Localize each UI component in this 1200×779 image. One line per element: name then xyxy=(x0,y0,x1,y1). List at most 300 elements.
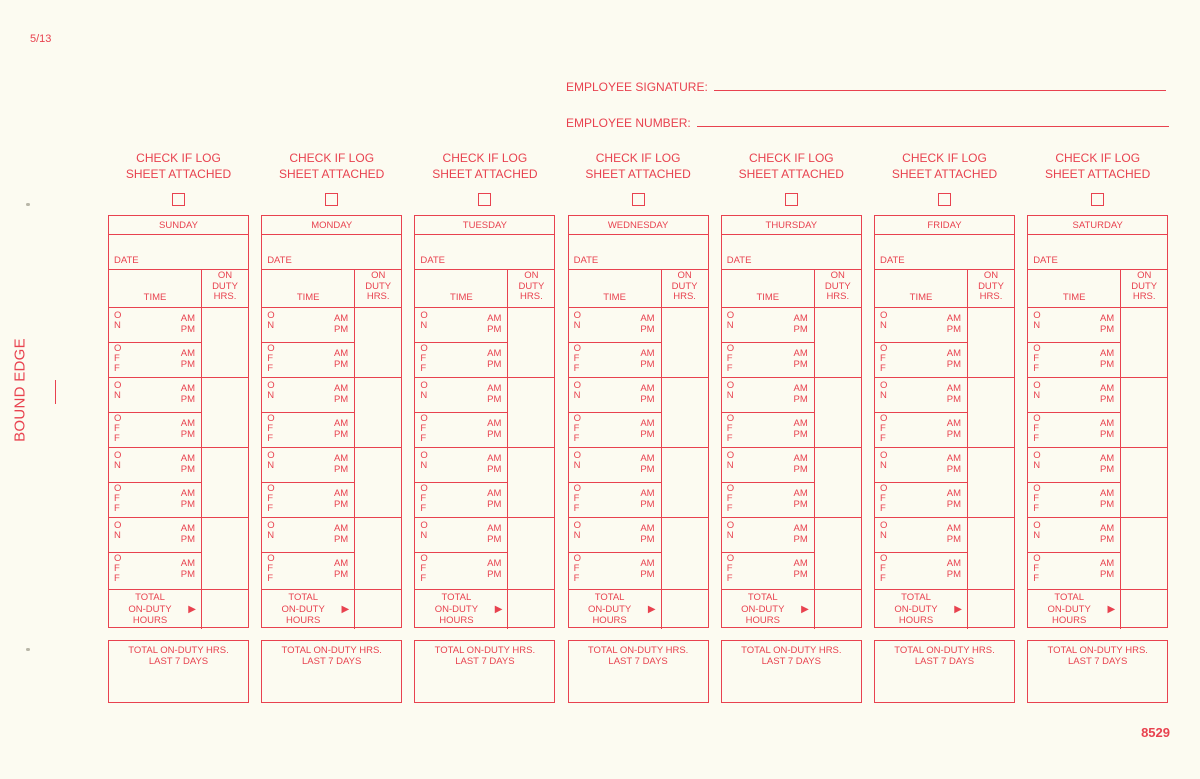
off-time-field[interactable] xyxy=(415,413,507,448)
am-label: AM xyxy=(793,383,808,394)
on-letters xyxy=(574,381,581,401)
am-label: AM xyxy=(180,418,195,429)
am-pm xyxy=(487,383,501,405)
off-time-field[interactable] xyxy=(262,553,354,588)
am-pm xyxy=(794,453,808,475)
last-7-days-total-field[interactable] xyxy=(108,640,249,703)
check-log-label xyxy=(568,150,709,184)
on-duty-word-1: ON xyxy=(217,270,233,281)
am-pm xyxy=(1100,488,1114,510)
on-time-field[interactable] xyxy=(569,378,661,413)
day-name: TUESDAY xyxy=(415,216,554,235)
on-time-field[interactable] xyxy=(875,378,967,413)
on-letters xyxy=(574,311,581,331)
total-row xyxy=(1028,590,1167,629)
on-time-field[interactable] xyxy=(1028,448,1120,483)
off-time-field[interactable] xyxy=(722,483,814,518)
time-header xyxy=(109,270,202,307)
am-label: AM xyxy=(793,488,808,499)
letter: F xyxy=(114,353,120,364)
letter: N xyxy=(573,390,581,401)
total-word-2: ON-DUTY xyxy=(434,603,479,615)
pm-label: PM xyxy=(640,499,655,510)
date-field[interactable] xyxy=(262,235,401,270)
am-pm xyxy=(947,418,961,440)
log-attached-checkbox[interactable] xyxy=(632,193,645,206)
am-pm xyxy=(947,453,961,475)
log-attached-checkbox[interactable] xyxy=(785,193,798,206)
off-time-field[interactable] xyxy=(875,343,967,378)
on-duty-hours-field[interactable] xyxy=(968,378,1014,448)
off-time-field[interactable] xyxy=(569,413,661,448)
am-pm xyxy=(487,418,501,440)
total-on-duty-field[interactable] xyxy=(1121,590,1167,629)
letter: O xyxy=(573,450,581,461)
last-7-days-total-field[interactable] xyxy=(568,640,709,703)
am-pm xyxy=(487,453,501,475)
on-off-block xyxy=(569,378,661,448)
day-grid xyxy=(874,215,1015,628)
on-time-field[interactable] xyxy=(569,518,661,553)
on-time-field[interactable] xyxy=(1028,518,1120,553)
letter: O xyxy=(880,553,888,564)
on-time-field[interactable] xyxy=(415,448,507,483)
off-time-field[interactable] xyxy=(415,553,507,588)
letter: O xyxy=(1033,413,1041,424)
off-time-field[interactable] xyxy=(569,483,661,518)
off-letters xyxy=(114,344,121,374)
off-letters xyxy=(880,484,887,514)
off-letters xyxy=(1033,344,1040,374)
am-pm xyxy=(181,348,195,370)
on-duty-word-3: HRS. xyxy=(213,291,237,302)
letter: O xyxy=(267,483,275,494)
off-time-field[interactable] xyxy=(1028,553,1120,588)
pm-label: PM xyxy=(180,394,195,405)
on-off-block xyxy=(415,378,507,448)
on-duty-hours-field[interactable] xyxy=(508,308,554,378)
letter: O xyxy=(1033,343,1041,354)
letter: O xyxy=(573,413,581,424)
on-off-block xyxy=(875,308,967,378)
am-label: AM xyxy=(640,313,655,324)
am-pm xyxy=(794,418,808,440)
on-letters xyxy=(1033,451,1040,471)
am-pm xyxy=(181,418,195,440)
on-duty-hours-field[interactable] xyxy=(202,518,248,588)
check-log-line1: CHECK IF LOG xyxy=(442,151,528,165)
letter: O xyxy=(420,380,428,391)
on-off-block xyxy=(262,378,354,448)
on-off-block xyxy=(722,378,814,448)
letter: F xyxy=(1033,503,1039,514)
letter: F xyxy=(726,363,733,374)
total-on-duty-field[interactable] xyxy=(815,590,861,629)
off-time-field[interactable] xyxy=(262,413,354,448)
am-pm xyxy=(181,523,195,545)
letter: N xyxy=(267,460,275,471)
am-pm xyxy=(334,418,348,440)
on-duty-word-2: DUTY xyxy=(824,280,851,292)
on-duty-hours-field[interactable] xyxy=(1121,378,1167,448)
log-attached-checkbox[interactable] xyxy=(1091,193,1104,206)
off-time-field[interactable] xyxy=(875,483,967,518)
time-entries xyxy=(1028,308,1167,590)
last-7-days-total-field[interactable] xyxy=(261,640,402,703)
time-column xyxy=(569,308,662,589)
letter: F xyxy=(267,563,273,574)
letter: F xyxy=(114,423,120,434)
am-pm xyxy=(794,313,808,335)
am-pm xyxy=(640,348,654,370)
letter: O xyxy=(420,520,428,531)
pm-label: PM xyxy=(1099,569,1115,580)
pm-label: PM xyxy=(1099,359,1115,370)
last-7-days-total-field[interactable] xyxy=(874,640,1015,703)
off-time-field[interactable] xyxy=(1028,483,1120,518)
check-log-line1: CHECK IF LOG xyxy=(902,151,987,165)
letter: F xyxy=(1033,363,1039,374)
total-on-duty-field[interactable] xyxy=(355,590,401,629)
employee-number-line[interactable] xyxy=(697,125,1169,127)
on-time-field[interactable] xyxy=(262,518,354,553)
off-time-field[interactable] xyxy=(109,553,201,588)
letter: F xyxy=(420,563,427,574)
on-duty-hours-field[interactable] xyxy=(202,378,248,448)
letter: N xyxy=(880,320,887,331)
date-label: DATE xyxy=(267,255,292,266)
on-time-field[interactable] xyxy=(569,308,661,343)
letter: O xyxy=(114,483,122,494)
total-on-duty-field[interactable] xyxy=(662,590,708,629)
on-time-field[interactable] xyxy=(875,518,967,553)
letter: O xyxy=(114,310,122,321)
on-duty-hours-field[interactable] xyxy=(1121,448,1167,518)
letter: O xyxy=(573,343,581,354)
on-time-field[interactable] xyxy=(109,378,201,413)
on-duty-hours-field[interactable] xyxy=(202,448,248,518)
on-time-field[interactable] xyxy=(262,308,354,343)
am-pm xyxy=(947,523,961,545)
on-duty-hours-field[interactable] xyxy=(968,448,1014,518)
letter: F xyxy=(114,573,120,584)
off-time-field[interactable] xyxy=(262,483,354,518)
off-letters xyxy=(267,344,274,374)
letter: N xyxy=(114,320,121,331)
on-time-field[interactable] xyxy=(875,308,967,343)
off-time-field[interactable] xyxy=(875,553,967,588)
date-field[interactable] xyxy=(875,235,1014,270)
on-duty-hours-field[interactable] xyxy=(1121,308,1167,378)
binding-hole xyxy=(26,648,30,651)
time-entries xyxy=(262,308,401,590)
total-on-duty-field[interactable] xyxy=(508,590,554,629)
on-time-field[interactable] xyxy=(109,308,201,343)
day-column-4 xyxy=(721,150,862,667)
pm-label: PM xyxy=(1099,464,1115,475)
log-attached-checkbox[interactable] xyxy=(938,193,951,206)
on-duty-word-1: ON xyxy=(371,270,386,281)
on-off-block xyxy=(109,448,201,518)
off-time-field[interactable] xyxy=(875,413,967,448)
on-time-field[interactable] xyxy=(569,448,661,483)
check-log-label xyxy=(1027,150,1168,184)
off-time-field[interactable] xyxy=(109,343,201,378)
on-duty-hours-field[interactable] xyxy=(1121,518,1167,588)
on-time-field[interactable] xyxy=(415,518,507,553)
letter: F xyxy=(1033,493,1039,504)
on-duty-word-3: HRS. xyxy=(826,291,850,302)
on-letters xyxy=(420,381,427,401)
time-header-label: TIME xyxy=(143,292,167,303)
on-duty-hours-field[interactable] xyxy=(508,378,554,448)
am-pm xyxy=(640,488,654,510)
on-letters xyxy=(880,381,887,401)
am-label: AM xyxy=(180,523,195,534)
letter: F xyxy=(1033,353,1039,364)
on-time-field[interactable] xyxy=(262,378,354,413)
letter: O xyxy=(880,483,888,494)
on-time-field[interactable] xyxy=(262,448,354,483)
on-off-block xyxy=(262,308,354,378)
on-time-field[interactable] xyxy=(722,518,814,553)
am-label: AM xyxy=(640,523,655,534)
last-7-days-total-field[interactable] xyxy=(414,640,555,703)
letter: N xyxy=(726,390,734,401)
on-time-field[interactable] xyxy=(1028,308,1120,343)
pm-label: PM xyxy=(487,394,502,405)
letter: F xyxy=(726,503,733,514)
letter: F xyxy=(1033,573,1039,584)
pm-label: PM xyxy=(946,429,961,440)
on-duty-hours-field[interactable] xyxy=(968,308,1014,378)
on-duty-hours-field[interactable] xyxy=(508,518,554,588)
am-label: AM xyxy=(793,558,808,569)
am-label: AM xyxy=(333,383,349,394)
letter: O xyxy=(420,553,428,564)
letter: O xyxy=(573,483,581,494)
total-on-duty-field[interactable] xyxy=(968,590,1014,629)
off-time-field[interactable] xyxy=(415,483,507,518)
off-time-field[interactable] xyxy=(722,343,814,378)
pm-label: PM xyxy=(640,359,655,370)
on-duty-hours-field[interactable] xyxy=(815,518,861,588)
date-field[interactable] xyxy=(415,235,554,270)
off-time-field[interactable] xyxy=(1028,343,1120,378)
on-duty-hours-field[interactable] xyxy=(662,308,708,378)
am-pm xyxy=(794,523,808,545)
on-letters xyxy=(267,311,274,331)
day-name: WEDNESDAY xyxy=(569,216,708,235)
employee-signature-line[interactable] xyxy=(714,89,1166,91)
header-row xyxy=(262,270,401,308)
last-7-days-total-field[interactable] xyxy=(1027,640,1168,703)
on-time-field[interactable] xyxy=(109,518,201,553)
letter: F xyxy=(267,503,273,514)
on-duty-hours-field[interactable] xyxy=(815,448,861,518)
on-duty-hours-field[interactable] xyxy=(968,518,1014,588)
date-field[interactable] xyxy=(722,235,861,270)
on-duty-hours-field[interactable] xyxy=(355,378,401,448)
on-duty-hours-field[interactable] xyxy=(662,518,708,588)
on-off-block xyxy=(569,448,661,518)
pm-label: PM xyxy=(487,534,502,545)
am-label: AM xyxy=(487,488,502,499)
date-field[interactable] xyxy=(569,235,708,270)
off-time-field[interactable] xyxy=(569,553,661,588)
date-field[interactable] xyxy=(1028,235,1167,270)
check-log-line1: CHECK IF LOG xyxy=(595,151,681,165)
letter: F xyxy=(573,433,580,444)
off-time-field[interactable] xyxy=(109,483,201,518)
pm-label: PM xyxy=(946,464,961,475)
letter: F xyxy=(267,353,273,364)
bound-edge-label: BOUND EDGE xyxy=(11,338,29,442)
off-time-field[interactable] xyxy=(415,343,507,378)
on-off-block xyxy=(875,448,967,518)
on-time-field[interactable] xyxy=(415,308,507,343)
pm-label: PM xyxy=(640,464,655,475)
letter: F xyxy=(420,363,427,374)
time-header-label: TIME xyxy=(450,292,473,303)
on-duty-hours-field[interactable] xyxy=(662,378,708,448)
on-duty-word-1: ON xyxy=(830,270,845,281)
letter: F xyxy=(1033,563,1039,574)
letter: O xyxy=(267,343,275,354)
on-off-block xyxy=(722,448,814,518)
letter: O xyxy=(726,553,735,564)
off-time-field[interactable] xyxy=(1028,413,1120,448)
pm-label: PM xyxy=(333,499,349,510)
off-time-field[interactable] xyxy=(722,413,814,448)
form-revision-code: 5/13 xyxy=(30,33,52,45)
am-label: AM xyxy=(1099,453,1115,464)
check-log-line2: SHEET ATTACHED xyxy=(279,167,385,181)
on-time-field[interactable] xyxy=(109,448,201,483)
letter: O xyxy=(114,450,122,461)
pm-label: PM xyxy=(180,499,195,510)
am-pm xyxy=(181,558,195,580)
am-label: AM xyxy=(487,383,502,394)
letter: F xyxy=(726,493,733,504)
on-off-block xyxy=(722,518,814,588)
time-entries xyxy=(875,308,1014,590)
on-letters xyxy=(114,521,121,541)
on-duty-column xyxy=(202,308,248,589)
am-pm xyxy=(334,313,348,335)
pm-label: PM xyxy=(333,534,349,545)
employee-signature-label: EMPLOYEE SIGNATURE: xyxy=(566,80,708,94)
on-letters xyxy=(727,521,734,541)
on-duty-column xyxy=(815,308,861,589)
off-letters xyxy=(420,554,427,584)
letter: N xyxy=(420,530,428,541)
am-label: AM xyxy=(793,313,808,324)
on-duty-hours-field[interactable] xyxy=(508,448,554,518)
on-duty-word-2: DUTY xyxy=(365,280,392,292)
total-on-duty-field[interactable] xyxy=(202,590,248,629)
log-attached-checkbox[interactable] xyxy=(478,193,491,206)
off-letters xyxy=(727,554,734,584)
off-time-field[interactable] xyxy=(262,343,354,378)
date-field[interactable] xyxy=(109,235,248,270)
am-label: AM xyxy=(333,313,349,324)
pm-label: PM xyxy=(640,324,655,335)
on-duty-hours-field[interactable] xyxy=(355,448,401,518)
on-duty-hours-field[interactable] xyxy=(815,308,861,378)
letter: O xyxy=(726,450,735,461)
on-duty-hours-field[interactable] xyxy=(355,518,401,588)
on-duty-hours-field[interactable] xyxy=(662,448,708,518)
off-time-field[interactable] xyxy=(722,553,814,588)
pm-label: PM xyxy=(640,569,655,580)
on-time-field[interactable] xyxy=(1028,378,1120,413)
am-pm xyxy=(334,348,348,370)
on-duty-hours-field[interactable] xyxy=(202,308,248,378)
on-duty-word-2: DUTY xyxy=(212,280,238,292)
on-time-field[interactable] xyxy=(415,378,507,413)
am-label: AM xyxy=(946,558,961,569)
pm-label: PM xyxy=(487,499,502,510)
check-log-line2: SHEET ATTACHED xyxy=(1045,167,1151,181)
on-time-field[interactable] xyxy=(875,448,967,483)
pm-label: PM xyxy=(487,324,502,335)
am-label: AM xyxy=(180,453,195,464)
letter: N xyxy=(420,390,428,401)
pm-label: PM xyxy=(793,324,808,335)
off-time-field[interactable] xyxy=(109,413,201,448)
on-letters xyxy=(267,451,274,471)
letter: O xyxy=(267,380,275,391)
off-time-field[interactable] xyxy=(569,343,661,378)
time-column xyxy=(109,308,202,589)
on-duty-column xyxy=(968,308,1014,589)
check-log-line2: SHEET ATTACHED xyxy=(432,167,538,181)
on-duty-hours-field[interactable] xyxy=(355,308,401,378)
am-label: AM xyxy=(487,313,502,324)
log-attached-checkbox[interactable] xyxy=(172,193,185,206)
am-pm xyxy=(640,313,654,335)
on-time-field[interactable] xyxy=(722,308,814,343)
log-attached-checkbox[interactable] xyxy=(325,193,338,206)
letter: N xyxy=(573,320,581,331)
time-column xyxy=(415,308,508,589)
pm-label: PM xyxy=(793,429,808,440)
letter: F xyxy=(880,423,886,434)
on-duty-word-2: DUTY xyxy=(1131,280,1158,292)
pm-label: PM xyxy=(180,359,195,370)
week-total-line1: TOTAL ON-DUTY HRS. xyxy=(1047,645,1148,656)
total-word-3: HOURS xyxy=(592,615,627,626)
am-pm xyxy=(1100,523,1114,545)
letter: O xyxy=(267,450,275,461)
on-off-block xyxy=(875,378,967,448)
on-time-field[interactable] xyxy=(722,378,814,413)
check-log-line1: CHECK IF LOG xyxy=(1055,151,1141,165)
time-header-label: TIME xyxy=(909,292,933,303)
last-7-days-total-field[interactable] xyxy=(721,640,862,703)
on-duty-hours-field[interactable] xyxy=(815,378,861,448)
on-time-field[interactable] xyxy=(722,448,814,483)
header-row xyxy=(875,270,1014,308)
letter: N xyxy=(114,390,121,401)
time-header-label: TIME xyxy=(296,292,320,303)
am-label: AM xyxy=(946,488,961,499)
off-letters xyxy=(574,344,581,374)
pm-label: PM xyxy=(640,534,655,545)
letter: F xyxy=(880,503,886,514)
header-row xyxy=(109,270,248,308)
